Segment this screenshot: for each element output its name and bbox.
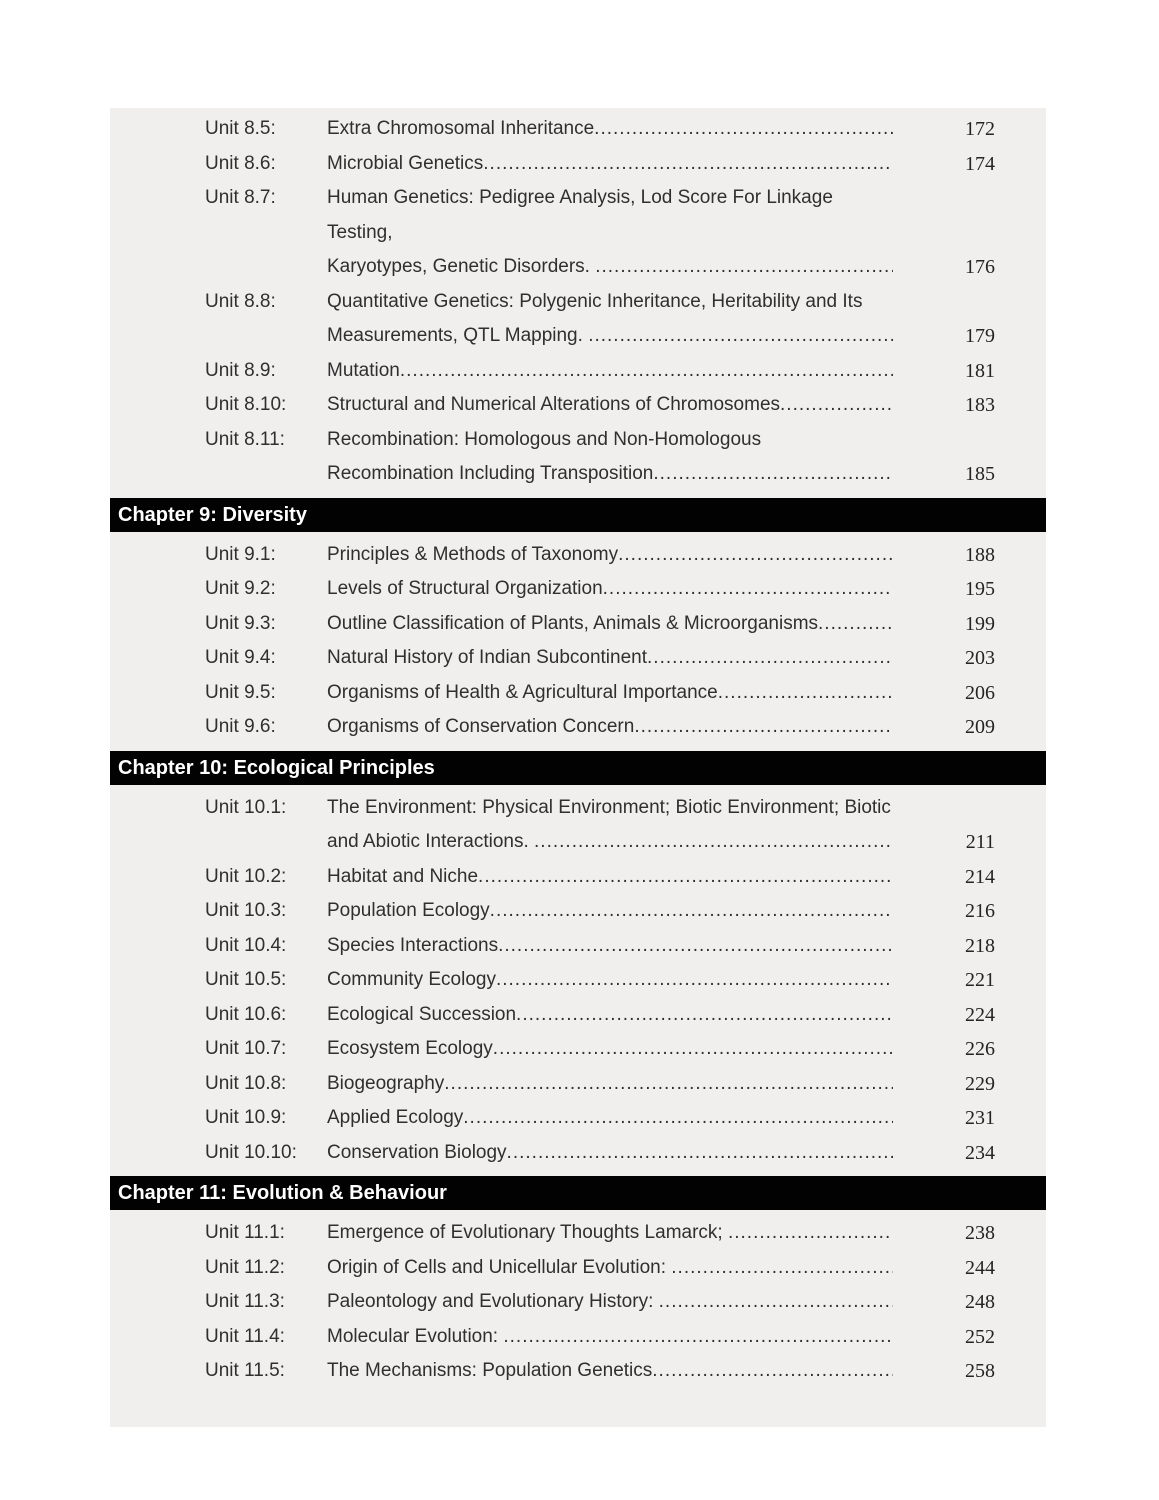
page-number: 234 bbox=[965, 1141, 995, 1164]
dot-leader bbox=[493, 1032, 893, 1067]
page-number: 226 bbox=[965, 1038, 995, 1060]
entry-title bbox=[327, 181, 893, 285]
entry-title bbox=[327, 1032, 893, 1067]
dot-leader bbox=[595, 250, 893, 285]
toc-entry bbox=[110, 998, 1046, 1033]
toc-entry bbox=[110, 929, 1046, 964]
dot-leader bbox=[588, 319, 893, 354]
unit-label: Unit 8.7: bbox=[205, 187, 276, 208]
title-text: Species Interactions bbox=[327, 934, 499, 956]
dot-leader bbox=[603, 572, 893, 607]
unit-label: Unit 10.4: bbox=[205, 934, 287, 956]
dot-leader bbox=[400, 354, 893, 389]
dot-leader bbox=[634, 710, 893, 745]
dot-leader bbox=[652, 1354, 893, 1389]
title-line bbox=[327, 1101, 893, 1136]
page-number: 229 bbox=[965, 1072, 995, 1095]
title-line bbox=[327, 147, 893, 182]
title-line bbox=[327, 1067, 893, 1102]
toc-entry bbox=[110, 710, 1046, 745]
page-number: 258 bbox=[965, 1360, 995, 1382]
title-line bbox=[327, 250, 893, 285]
page-number: 172 bbox=[965, 118, 995, 140]
entry-title bbox=[327, 572, 893, 607]
unit-label: Unit 8.8: bbox=[205, 290, 276, 312]
title-line bbox=[327, 710, 893, 745]
title-text: Mutation bbox=[327, 359, 400, 381]
entry-title bbox=[327, 894, 893, 929]
dot-leader bbox=[444, 1067, 893, 1102]
page-number: 185 bbox=[965, 463, 995, 485]
dot-leader bbox=[534, 825, 893, 860]
entry-title bbox=[327, 1320, 893, 1355]
toc-entry bbox=[110, 285, 1046, 354]
entry-title bbox=[327, 1136, 893, 1171]
toc-entry bbox=[110, 1136, 1046, 1171]
chapter-heading: Chapter 9: Diversity bbox=[110, 498, 1046, 532]
title-line bbox=[327, 1320, 893, 1355]
unit-label: Unit 8.6: bbox=[205, 152, 276, 174]
entry-title bbox=[327, 1354, 893, 1389]
page-number: 195 bbox=[965, 578, 995, 600]
title-text: Biogeography bbox=[327, 1072, 445, 1094]
title-line bbox=[327, 388, 893, 423]
entry-title bbox=[327, 676, 893, 711]
page-number: 248 bbox=[965, 1291, 995, 1313]
unit-label: Unit 10.1: bbox=[205, 796, 287, 818]
entry-title bbox=[327, 285, 893, 354]
title-text: Emergence of Evolutionary Thoughts Lamarck; bbox=[327, 1222, 728, 1243]
unit-label: Unit 10.2: bbox=[205, 865, 287, 887]
unit-label: Unit 9.6: bbox=[205, 716, 276, 737]
page-number: 216 bbox=[965, 900, 995, 922]
toc-entry bbox=[110, 1032, 1046, 1067]
unit-label: Unit 10.8: bbox=[205, 1072, 287, 1094]
unit-label: Unit 10.3: bbox=[205, 900, 287, 921]
page-number: 252 bbox=[965, 1325, 995, 1348]
entry-title bbox=[327, 929, 893, 964]
title-line bbox=[327, 538, 893, 573]
title-line bbox=[327, 354, 893, 389]
title-line bbox=[327, 998, 893, 1033]
toc-content bbox=[110, 108, 1046, 1427]
toc-entry bbox=[110, 1216, 1046, 1251]
toc-entry bbox=[110, 1354, 1046, 1389]
unit-label: Unit 10.10: bbox=[205, 1141, 297, 1163]
page-number: 214 bbox=[965, 865, 995, 888]
dot-leader bbox=[478, 860, 893, 895]
toc-section bbox=[110, 1176, 1046, 1389]
toc-entry bbox=[110, 1067, 1046, 1102]
unit-label: Unit 11.3: bbox=[205, 1291, 285, 1312]
page-number: 203 bbox=[965, 647, 995, 669]
title-text: Ecological Succession bbox=[327, 1003, 517, 1025]
title-text: Applied Ecology bbox=[327, 1107, 464, 1128]
toc-entry bbox=[110, 860, 1046, 895]
title-line: Recombination: Homologous and Non-Homologous bbox=[327, 428, 762, 450]
entry-title bbox=[327, 1067, 893, 1102]
toc-entry bbox=[110, 572, 1046, 607]
title-text: Karyotypes, Genetic Disorders. bbox=[327, 256, 596, 277]
unit-label: Unit 10.5: bbox=[205, 969, 287, 990]
dot-leader bbox=[496, 963, 893, 998]
toc-entry bbox=[110, 354, 1046, 389]
dot-leader bbox=[647, 641, 893, 676]
page-number: 221 bbox=[965, 969, 995, 991]
title-text: Habitat and Niche bbox=[327, 865, 479, 887]
title-line bbox=[327, 860, 893, 895]
toc-entry bbox=[110, 963, 1046, 998]
dot-leader bbox=[503, 1320, 893, 1355]
dot-leader bbox=[507, 1136, 893, 1171]
title-line: The Environment: Physical Environment; Biotic Environment; Biotic bbox=[327, 796, 891, 818]
page-number: 206 bbox=[965, 681, 995, 704]
title-line bbox=[327, 1032, 893, 1067]
title-text: Microbial Genetics bbox=[327, 152, 484, 174]
toc-entry bbox=[110, 607, 1046, 642]
title-text: Origin of Cells and Unicellular Evolution: bbox=[327, 1256, 672, 1278]
page-number: 238 bbox=[965, 1222, 995, 1244]
page-number: 183 bbox=[965, 394, 995, 416]
entry-title bbox=[327, 354, 893, 389]
dot-leader bbox=[780, 388, 893, 423]
title-text: Ecosystem Ecology bbox=[327, 1038, 493, 1059]
entry-title bbox=[327, 147, 893, 182]
title-line: Human Genetics: Pedigree Analysis, Lod Score For Linkage Testing, bbox=[327, 187, 833, 243]
page-number: 209 bbox=[965, 716, 995, 738]
dot-leader bbox=[718, 676, 893, 711]
toc-section bbox=[110, 751, 1046, 1171]
chapter-heading: Chapter 10: Ecological Principles bbox=[110, 751, 1046, 785]
title-text: Molecular Evolution: bbox=[327, 1325, 504, 1347]
chapter-heading: Chapter 11: Evolution & Behaviour bbox=[110, 1176, 1046, 1210]
entry-title bbox=[327, 423, 893, 492]
toc-entry bbox=[110, 423, 1046, 492]
title-text: Population Ecology bbox=[327, 900, 490, 921]
entry-title bbox=[327, 860, 893, 895]
title-text: Community Ecology bbox=[327, 969, 496, 990]
dot-leader bbox=[490, 894, 893, 929]
dot-leader bbox=[659, 1285, 893, 1320]
page-number: 224 bbox=[965, 1003, 995, 1026]
unit-label: Unit 9.3: bbox=[205, 612, 276, 634]
unit-label: Unit 11.1: bbox=[205, 1222, 285, 1243]
unit-label: Unit 10.7: bbox=[205, 1038, 287, 1059]
toc-section bbox=[110, 498, 1046, 745]
unit-label: Unit 9.1: bbox=[205, 543, 276, 565]
unit-label: Unit 10.6: bbox=[205, 1003, 287, 1025]
dot-leader bbox=[728, 1216, 893, 1251]
dot-leader bbox=[618, 538, 893, 573]
page-number: 179 bbox=[965, 325, 995, 347]
toc-entry bbox=[110, 112, 1046, 147]
unit-label: Unit 9.2: bbox=[205, 578, 276, 599]
title-line bbox=[327, 929, 893, 964]
title-text: Recombination Including Transposition bbox=[327, 463, 654, 484]
entry-title bbox=[327, 388, 893, 423]
dot-leader bbox=[594, 112, 893, 147]
title-text: Organisms of Conservation Concern bbox=[327, 716, 635, 737]
unit-label: Unit 9.4: bbox=[205, 647, 276, 668]
toc-entry bbox=[110, 538, 1046, 573]
entry-title bbox=[327, 998, 893, 1033]
dot-leader bbox=[463, 1101, 893, 1136]
title-line bbox=[327, 607, 893, 642]
toc-entry bbox=[110, 388, 1046, 423]
page-number: 174 bbox=[965, 152, 995, 175]
page-number: 176 bbox=[965, 256, 995, 278]
title-line bbox=[327, 1136, 893, 1171]
toc-entry bbox=[110, 181, 1046, 285]
entry-title bbox=[327, 791, 893, 860]
entry-title bbox=[327, 641, 893, 676]
title-line bbox=[327, 1251, 893, 1286]
dot-leader bbox=[483, 147, 893, 182]
toc-section bbox=[110, 112, 1046, 492]
unit-label: Unit 11.4: bbox=[205, 1325, 285, 1347]
entry-title bbox=[327, 1216, 893, 1251]
title-line bbox=[327, 1216, 893, 1251]
dot-leader bbox=[498, 929, 893, 964]
title-line bbox=[327, 457, 893, 492]
title-text: Extra Chromosomal Inheritance bbox=[327, 118, 595, 139]
toc-entry bbox=[110, 676, 1046, 711]
title-text: Paleontology and Evolutionary History: bbox=[327, 1291, 659, 1312]
title-text: Measurements, QTL Mapping. bbox=[327, 325, 589, 346]
title-line bbox=[327, 1354, 893, 1389]
title-line bbox=[327, 825, 893, 860]
unit-label: Unit 10.9: bbox=[205, 1107, 287, 1128]
page-number: 199 bbox=[965, 612, 995, 635]
title-text: Structural and Numerical Alterations of Chromosomes bbox=[327, 394, 781, 415]
page-number: 188 bbox=[965, 543, 995, 566]
entry-title bbox=[327, 112, 893, 147]
entry-title bbox=[327, 1285, 893, 1320]
toc-entry bbox=[110, 1101, 1046, 1136]
toc-entry bbox=[110, 1251, 1046, 1286]
toc-entry bbox=[110, 147, 1046, 182]
title-line bbox=[327, 112, 893, 147]
title-text: Levels of Structural Organization bbox=[327, 578, 603, 599]
title-text: Principles & Methods of Taxonomy bbox=[327, 543, 619, 565]
page-number: 231 bbox=[965, 1107, 995, 1129]
toc-entry bbox=[110, 791, 1046, 860]
title-line bbox=[327, 1285, 893, 1320]
unit-label: Unit 8.5: bbox=[205, 118, 276, 139]
title-line bbox=[327, 319, 893, 354]
entry-title bbox=[327, 963, 893, 998]
toc-entry bbox=[110, 894, 1046, 929]
page-number: 181 bbox=[965, 359, 995, 382]
title-line bbox=[327, 641, 893, 676]
page-number: 211 bbox=[965, 831, 995, 853]
dot-leader bbox=[653, 457, 893, 492]
title-text: Organisms of Health & Agricultural Importance bbox=[327, 681, 718, 703]
title-line bbox=[327, 572, 893, 607]
title-line: Quantitative Genetics: Polygenic Inheritance, Heritability and Its bbox=[327, 290, 863, 312]
entry-title bbox=[327, 1251, 893, 1286]
title-text: Outline Classification of Plants, Animals & Microorganisms bbox=[327, 612, 819, 634]
entry-title bbox=[327, 1101, 893, 1136]
unit-label: Unit 8.10: bbox=[205, 394, 287, 415]
toc-entry bbox=[110, 1320, 1046, 1355]
title-line bbox=[327, 676, 893, 711]
title-line bbox=[327, 894, 893, 929]
unit-label: Unit 11.2: bbox=[205, 1256, 285, 1278]
title-text: The Mechanisms: Population Genetics bbox=[327, 1360, 653, 1381]
title-text: and Abiotic Interactions. bbox=[327, 831, 535, 852]
title-text: Conservation Biology bbox=[327, 1141, 507, 1163]
unit-label: Unit 8.9: bbox=[205, 359, 276, 381]
entry-title bbox=[327, 607, 893, 642]
dot-leader bbox=[516, 998, 893, 1033]
toc-entry bbox=[110, 641, 1046, 676]
page-number: 218 bbox=[965, 934, 995, 957]
unit-label: Unit 8.11: bbox=[205, 428, 285, 450]
page-number: 244 bbox=[965, 1256, 995, 1279]
toc-entry bbox=[110, 1285, 1046, 1320]
entry-title bbox=[327, 710, 893, 745]
entry-title bbox=[327, 538, 893, 573]
dot-leader bbox=[818, 607, 893, 642]
dot-leader bbox=[671, 1251, 893, 1286]
title-line bbox=[327, 963, 893, 998]
title-text: Natural History of Indian Subcontinent bbox=[327, 647, 648, 668]
unit-label: Unit 9.5: bbox=[205, 681, 276, 703]
unit-label: Unit 11.5: bbox=[205, 1360, 285, 1381]
